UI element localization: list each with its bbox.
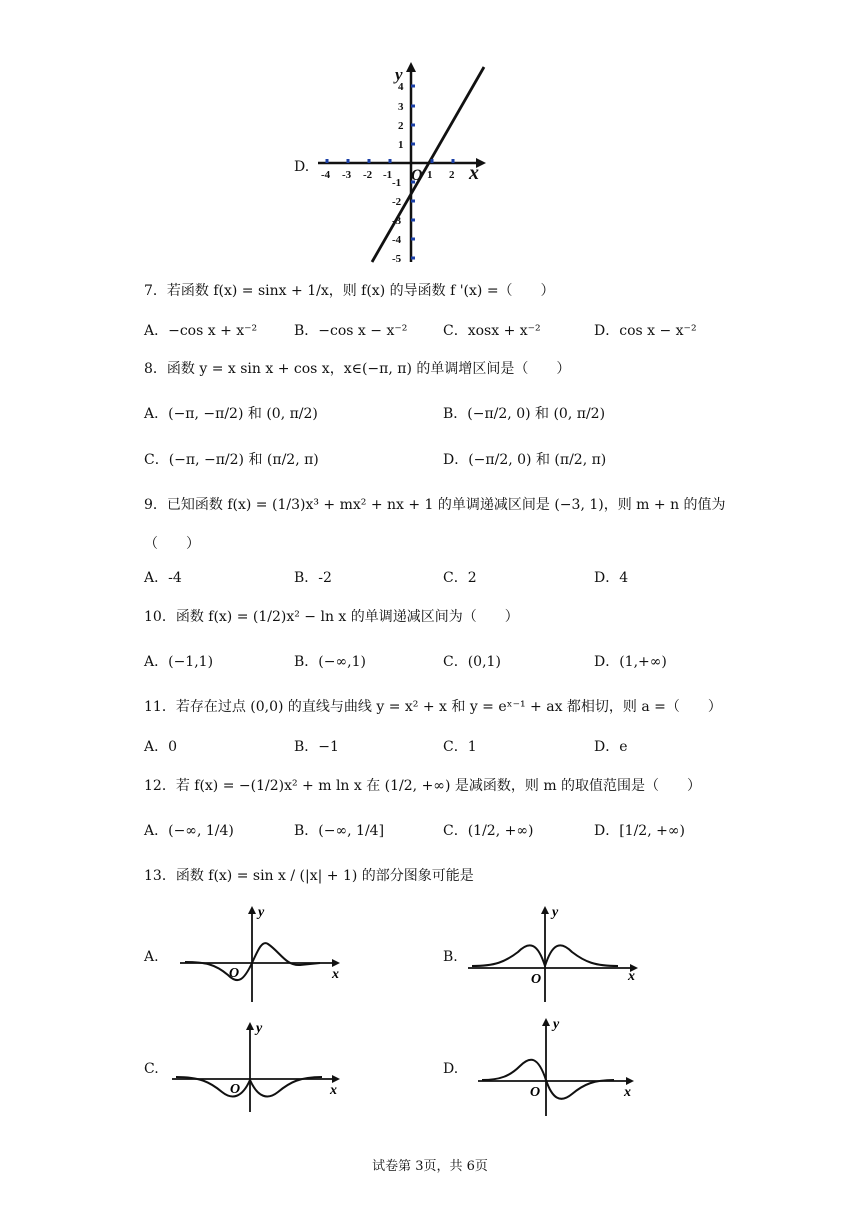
q10-stem: 10．函数 f(x) = (1/2)x² − ln x 的单调递减区间为（ ） <box>144 609 519 625</box>
q11-option-d[interactable]: D．e <box>594 739 628 755</box>
q11-option-b[interactable]: B．−1 <box>294 739 339 755</box>
q12-option-d[interactable]: D．[1/2, +∞) <box>594 823 685 839</box>
x-axis-label: x <box>628 969 635 984</box>
q12-option-a[interactable]: A．(−∞, 1/4) <box>144 823 234 839</box>
q11-stem: 11．若存在过点 (0,0) 的直线与曲线 y = x² + x 和 y = eˣ⁻¹ + ax 都相切，则 a =（ ） <box>144 699 722 715</box>
q13-option-a-label[interactable]: A. <box>144 949 159 965</box>
q10-option-c[interactable]: C．(0,1) <box>443 654 501 670</box>
x-axis-label: x <box>332 967 339 982</box>
q12-option-b[interactable]: B．(−∞, 1/4] <box>294 823 385 839</box>
y-tick-label: 2 <box>398 120 404 132</box>
x-tick-label: -3 <box>342 169 352 181</box>
y-tick-label: -4 <box>392 234 402 246</box>
q7-option-a[interactable]: A．−cos x + x⁻² <box>144 323 258 339</box>
x-axis-label: x <box>330 1083 337 1098</box>
q10-option-b[interactable]: B．(−∞,1) <box>294 654 366 670</box>
q7-stem: 7．若函数 f(x) = sinx + 1/x，则 f(x) 的导函数 f '(x) =（ ） <box>144 283 555 299</box>
page-footer: 试卷第 3页，共 6页 <box>372 1159 488 1174</box>
y-axis-label: y <box>256 1021 263 1036</box>
q12-option-c[interactable]: C．(1/2, +∞) <box>443 823 534 839</box>
origin-label: O <box>530 1085 541 1100</box>
y-axis-label: y <box>395 65 403 84</box>
y-tick-label: 1 <box>398 139 404 151</box>
q6-option-d-label: D. <box>294 159 310 175</box>
x-tick-label: -2 <box>363 169 373 181</box>
q7-option-c[interactable]: C．xosx + x⁻² <box>443 323 541 339</box>
x-tick-label: -4 <box>321 169 331 181</box>
q13-option-b-label[interactable]: B. <box>443 949 458 965</box>
x-axis-label: x <box>624 1085 631 1100</box>
y-tick-label: -2 <box>392 196 402 208</box>
q9-option-b[interactable]: B．-2 <box>294 570 332 586</box>
y-tick-label: 4 <box>398 81 404 93</box>
q7-option-b[interactable]: B．−cos x − x⁻² <box>294 323 408 339</box>
q9-option-c[interactable]: C．2 <box>443 570 477 586</box>
q9-stem-cont: （ ） <box>144 536 200 552</box>
q9-stem: 9．已知函数 f(x) = (1/3)x³ + mx² + nx + 1 的单调递减区间是 (−3, 1)，则 m + n 的值为 <box>144 497 726 513</box>
y-tick-label: -1 <box>392 177 402 189</box>
q11-option-a[interactable]: A．0 <box>144 739 178 755</box>
y-tick-label: -5 <box>392 253 402 265</box>
origin-label: O <box>411 167 423 184</box>
x-tick-label: -1 <box>383 169 393 181</box>
q8-option-d[interactable]: D．(−π/2, 0) 和 (π/2, π) <box>443 452 607 468</box>
x-tick-label: 1 <box>427 169 433 181</box>
q8-option-a[interactable]: A．(−π, −π/2) 和 (0, π/2) <box>144 406 318 422</box>
q10-option-d[interactable]: D．(1,+∞) <box>594 654 667 670</box>
y-axis-label: y <box>552 905 559 920</box>
q8-option-b[interactable]: B．(−π/2, 0) 和 (0, π/2) <box>443 406 606 422</box>
x-axis-label: x <box>469 162 479 184</box>
origin-label: O <box>531 972 542 987</box>
q12-stem: 12．若 f(x) = −(1/2)x² + m ln x 在 (1/2, +∞) 是减函数，则 m 的取值范围是（ ） <box>144 778 702 794</box>
q7-option-d[interactable]: D．cos x − x⁻² <box>594 323 697 339</box>
q9-option-a[interactable]: A．-4 <box>144 570 182 586</box>
y-axis-label: y <box>258 905 265 920</box>
origin-label: O <box>229 966 240 981</box>
q13-option-d-label[interactable]: D. <box>443 1061 459 1077</box>
q8-option-c[interactable]: C．(−π, −π/2) 和 (π/2, π) <box>144 452 319 468</box>
q13-option-c-label[interactable]: C. <box>144 1061 159 1077</box>
q9-option-d[interactable]: D．4 <box>594 570 629 586</box>
y-axis-label: y <box>553 1017 560 1032</box>
q10-option-a[interactable]: A．(−1,1) <box>144 654 214 670</box>
y-tick-label: 3 <box>398 101 404 113</box>
q11-option-c[interactable]: C．1 <box>443 739 477 755</box>
q13-stem: 13．函数 f(x) = sin x / (|x| + 1) 的部分图象可能是 <box>144 868 474 884</box>
origin-label: O <box>230 1082 241 1097</box>
q8-stem: 8．函数 y = x sin x + cos x，x∈(−π, π) 的单调增区间是（ ） <box>144 361 571 377</box>
y-tick-label: -3 <box>392 215 402 227</box>
x-tick-label: 2 <box>449 169 455 181</box>
